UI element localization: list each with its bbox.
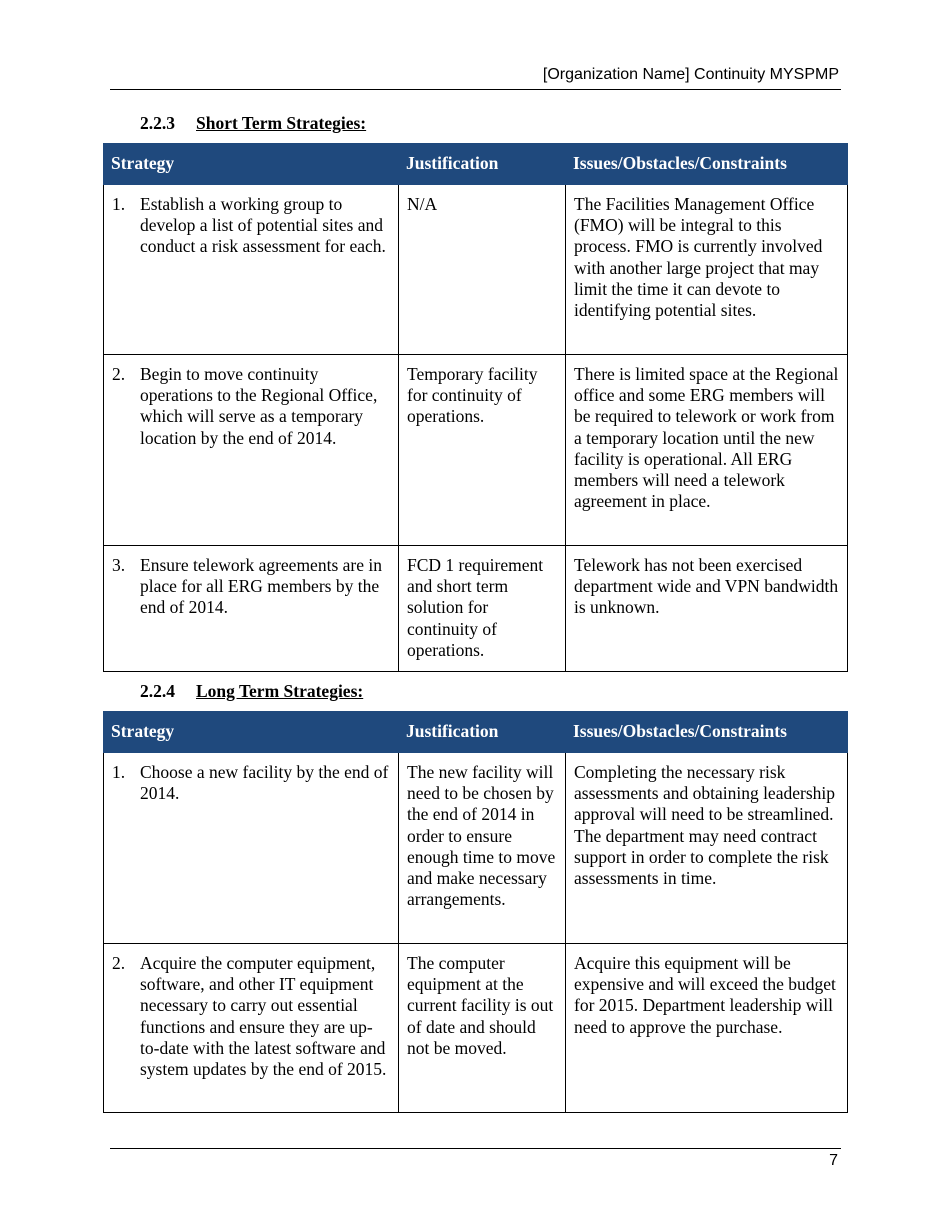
- strategy-text: Begin to move continuity operations to the Regional Office, which will serve as a temporary location by the end of 2014.: [140, 364, 378, 448]
- justification-cell: The computer equipment at the current facility is out of date and should not be moved.: [399, 944, 566, 1113]
- strategy-text: Acquire the computer equipment, software, and other IT equipment necessary to carry out essential functions and ensure they are up-to-date with the latest software and system updates by the end of 2015.: [140, 953, 387, 1080]
- column-header-justification: Justification: [399, 144, 566, 185]
- column-header-justification: Justification: [399, 712, 566, 753]
- issues-cell: The Facilities Management Office (FMO) will be integral to this process. FMO is currently involved with another large project that may limit the time it can devote to identifying potential sites.: [566, 185, 848, 355]
- section-heading-long-term: [140, 681, 363, 702]
- item-number: 3.: [112, 555, 126, 575]
- table-row: [104, 753, 848, 944]
- section-number: 2.2.3: [140, 113, 175, 133]
- strategy-cell: [104, 355, 399, 546]
- table-row: [104, 185, 848, 355]
- strategy-cell: [104, 753, 399, 944]
- section-title: Long Term Strategies:: [196, 681, 364, 701]
- long-term-strategies-table: [103, 711, 848, 1113]
- section-title: Short Term Strategies:: [196, 113, 367, 133]
- issues-cell: Completing the necessary risk assessments and obtaining leadership approval will need to be streamlined. The department may need contract support in order to complete the risk assessments in time.: [566, 753, 848, 944]
- footer-rule: [110, 1148, 841, 1149]
- strategy-cell: [104, 546, 399, 672]
- strategy-text: Ensure telework agreements are in place for all ERG members by the end of 2014.: [140, 555, 382, 618]
- page-number: 7: [829, 1152, 838, 1169]
- table-header-row: [104, 144, 848, 185]
- item-number: 2.: [112, 953, 126, 973]
- strategy-text: Establish a working group to develop a list of potential sites and conduct a risk assessment for each.: [140, 194, 386, 257]
- strategy-cell: [104, 185, 399, 355]
- column-header-strategy: Strategy: [104, 144, 399, 185]
- column-header-strategy: Strategy: [104, 712, 399, 753]
- justification-cell: Temporary facility for continuity of operations.: [399, 355, 566, 546]
- issues-cell: There is limited space at the Regional office and some ERG members will be required to telework or work from a temporary location until the new facility is operational. All ERG members will need a telework agreement in place.: [566, 355, 848, 546]
- table-row: [104, 944, 848, 1113]
- running-header: [Organization Name] Continuity MYSPMP: [542, 66, 839, 83]
- strategy-cell: [104, 944, 399, 1113]
- table-row: [104, 355, 848, 546]
- item-number: 1.: [112, 762, 126, 782]
- justification-cell: FCD 1 requirement and short term solution for continuity of operations.: [399, 546, 566, 672]
- justification-cell: The new facility will need to be chosen by the end of 2014 in order to ensure enough time to move and make necessary arrangements.: [399, 753, 566, 944]
- item-number: 1.: [112, 194, 126, 214]
- item-number: 2.: [112, 364, 126, 384]
- issues-cell: Telework has not been exercised department wide and VPN bandwidth is unknown.: [566, 546, 848, 672]
- column-header-issues: Issues/Obstacles/Constraints: [566, 712, 848, 753]
- section-number: 2.2.4: [140, 681, 175, 701]
- issues-cell: Acquire this equipment will be expensive and will exceed the budget for 2015. Department leadership will need to approve the purchase.: [566, 944, 848, 1113]
- section-heading-short-term: [140, 113, 366, 134]
- table-header-row: [104, 712, 848, 753]
- strategy-text: Choose a new facility by the end of 2014.: [140, 762, 389, 804]
- short-term-strategies-table: [103, 143, 848, 672]
- column-header-issues: Issues/Obstacles/Constraints: [566, 144, 848, 185]
- justification-cell: N/A: [399, 185, 566, 355]
- table-row: [104, 546, 848, 672]
- header-rule: [110, 89, 841, 90]
